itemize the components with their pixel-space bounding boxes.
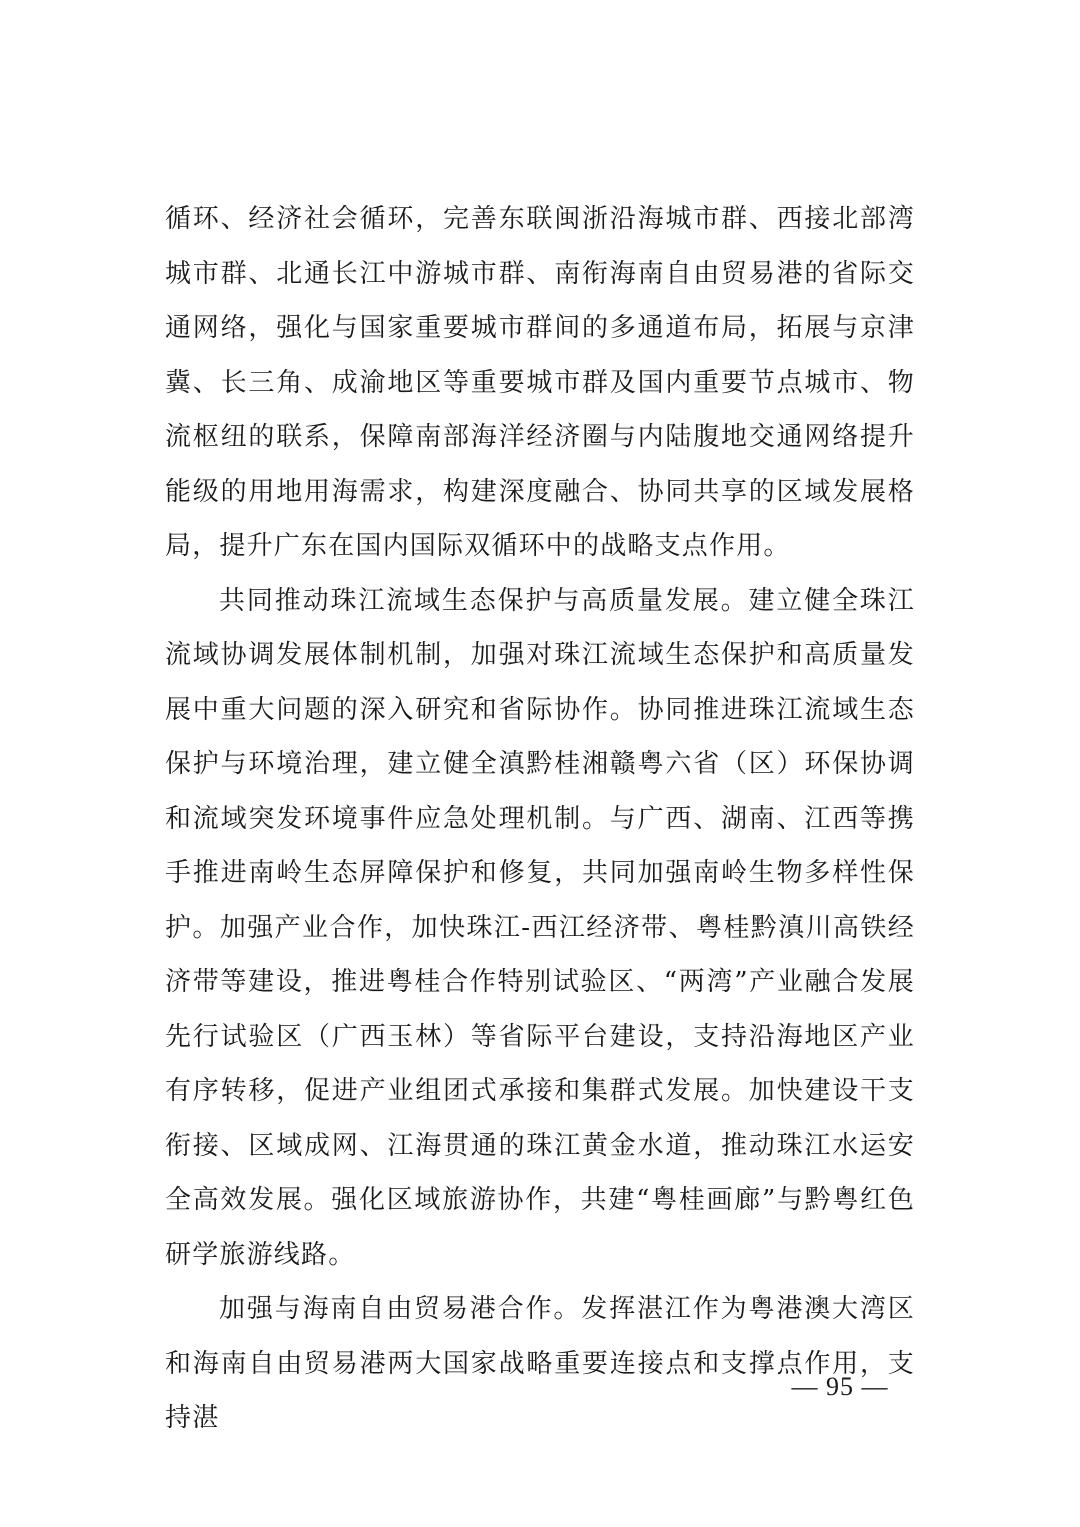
paragraph-text: 循环、经济社会循环，完善东联闽浙沿海城市群、西接北部湾城市群、北通长江中游城市群、南衔海南自由贸易港的省际交通网络，强化与国家重要城市群间的多通道布局，拓展与京津冀、长三角、成渝地区等重要城市群及国内重要节点城市、物流枢纽的联系，保障南部海洋经济圈与内陆腹地交通网络提升能级的用地用海需求，构建深度融合、协同共享的区域发展格局，提升广东在国内国际双循环中的战略支点作用。 (165, 204, 915, 561)
paragraph-lead: 共同推动珠江流域生态保护与高质量发展。 (219, 585, 749, 616)
paragraph-lead: 加强与海南自由贸易港合作。 (219, 1294, 582, 1324)
page-number: — 95 — (791, 1372, 889, 1401)
paragraph-text: 建立健全珠江流域协调发展体制机制，加强对珠江流域生态保护和高质量发展中重大问题的深入研究和省际协作。协同推进珠江流域生态保护与环境治理，建立健全滇黔桂湘赣粤六省（区）环保协调和流域突发环境事件应急处理机制。与广西、湖南、江西等携手推进南岭生态屏障保护和修复，共同加强南岭生物多样性保护。加强产业合作，加快珠江-西江经济带、粤桂黔滇川高铁经济带等建设，推进粤桂合作特别试验区、“两湾”产业融合发展先行试验区（广西玉林）等省际平台建设，支持沿海地区产业有序转移，促进产业组团式承接和集群式发展。加快建设干支衔接、区域成网、江海贯通的珠江黄金水道，推动珠江水运安全高效发展。强化区域旅游协作，共建“粤桂画廊”与黔粤红色研学旅游线路。 (165, 585, 915, 1270)
paragraph-hainan (165, 1282, 915, 1446)
paragraph-continuation (165, 192, 915, 574)
paragraph-text: 发挥湛江作为粤港澳大湾区和海南自由贸易港两大国家战略重要连接点和支撑点作用，支持湛 (165, 1294, 915, 1433)
paragraph-pearl-river (165, 574, 915, 1283)
document-body (165, 192, 915, 1446)
